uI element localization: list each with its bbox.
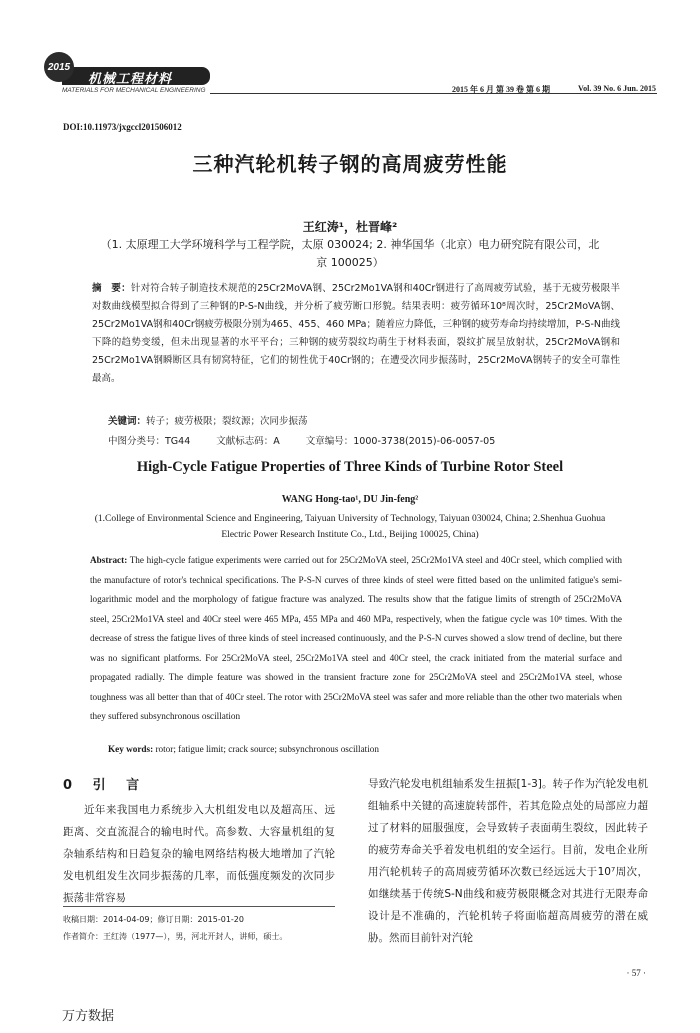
clc-number: 中图分类号：TG44 (108, 436, 191, 447)
abstract-en-text: The high-cycle fatigue experiments were carried out for 25Cr2MoVA steel, 25Cr2Mo1VA steel and 40Cr steel, which complied with the manufacture of rotor's technical specifications. The P-S-N curves of three kinds of steel were fitted based on the unlimited fatigue's semi-logarithmic model and the morphology of fatigue fracture was analyzed. The results show that the fatigue limits of strength of 25Cr2MoVA steel, 25Cr2Mo1VA steel and 40Cr steel were 465 MPa, 455 MPa and 460 MPa, respectively, when the fatigue cycle was 10⁸ times. With the decrease of stress the fatigue lives of three kinds of steel increased continuously, and the P-S-N curves showed a slow trend of decline, but there was no significant platforms. For 25Cr2MoVA steel, 25Cr2Mo1VA steel and 40Cr steel, the crack initiated from the material surface and propagated radially. The dimple feature was showed in the transient fracture zone for 25Cr2MoVA steel and 25Cr2Mo1VA steel, whose toughness was all better than that of 40Cr steel. The rotor with 25Cr2MoVA steel was safer and more reliable than the other two materials when they suffered subsynchronous oscillation (90, 555, 622, 721)
section-heading-introduction: 0 引 言 (63, 778, 148, 793)
page-number: · 57 · (626, 968, 646, 978)
authors-en: WANG Hong-tao¹, DU Jin-feng² (281, 494, 419, 505)
watermark: 万方数据 (62, 1009, 115, 1024)
journal-name-en: MATERIALS FOR MECHANICAL ENGINEERING (62, 87, 206, 94)
body-column-left: 近年来我国电力系统步入大机组发电以及超高压、远距离、交直流混合的输电时代。高参数、大容量机组的复杂轴系结构和日趋复杂的输电网络结构极大地增加了汽轮发电机组发生次同步振荡的几率，而低强度频发的次同步振荡非常容易 (63, 804, 335, 904)
body-column-right: 导致汽轮发电机组轴系发生扭振[1-3]。转子作为汽轮发电机组轴系中关键的高速旋转部件，若其危险点处的局部应力超过了材料的屈服强度，会导致转子表面萌生裂纹，因此转子的疲劳寿命关乎着发电机组的安全运行。目前，发电企业所用汽轮机转子的高周疲劳循环次数已经远远大于10⁷周次，如继续基于传统S-N曲线和疲劳极限概念对其进行无限寿命设计是不准确的，汽轮机转子将面临超高周疲劳的潜在威胁。然而目前针对汽轮 (368, 778, 648, 944)
issue-info (452, 84, 656, 95)
abstract-cn-label: 摘 要： (92, 283, 131, 294)
footnote-received-date: 收稿日期：2014-04-09；修订日期：2015-01-20 (63, 915, 244, 924)
journal-name-cn: 机械工程材料 (88, 72, 173, 87)
paper-title-en: High-Cycle Fatigue Properties of Three Kinds of Turbine Rotor Steel (136, 459, 564, 475)
abstract-cn (92, 280, 620, 388)
abstract-cn-text: 针对符合转子制造技术规范的25Cr2MoVA钢、25Cr2Mo1VA钢和40Cr钢进行了高周疲劳试验，基于无疲劳极限半对数曲线模型拟合得到了三种钢的P-S-N曲线，并分析了疲劳断口形貌。结果表明：疲劳循环10⁸周次时，25Cr2MoVA钢、25Cr2Mo1VA钢和40Cr钢疲劳极限分别为465、455、460 MPa；随着应力降低，三种钢的疲劳寿命均持续增加，P-S-N曲线下降的趋势变缓，但未出现显著的水平平台；三种钢的疲劳裂纹均萌生于材料表面，裂纹扩展呈放射状，25Cr2MoVA钢和25Cr2Mo1VA钢瞬断区具有韧窝特征，它们的韧性优于40Cr钢的；在遭受次同步振荡时，25Cr2MoVA钢转子的安全可靠性最高。 (92, 283, 620, 384)
classification-info (108, 433, 495, 447)
issue-info-en: Vol. 39 No. 6 Jun. 2015 (578, 84, 656, 93)
document-code: 文献标志码：A (216, 436, 280, 447)
keywords-cn-text: 转子；疲劳极限；裂纹源；次同步振荡 (146, 416, 308, 427)
issue-info-cn: 2015 年 6 月 第 39 卷 第 6 期 (452, 85, 551, 94)
abstract-en-label: Abstract: (90, 555, 128, 565)
doi: DOI:10.11973/jxgccl201506012 (63, 122, 182, 132)
journal-year-badge: 2015 (44, 52, 74, 82)
keywords-en (108, 744, 379, 754)
keywords-en-text: rotor; fatigue limit; crack source; subsynchronous oscillation (155, 744, 379, 754)
footnote-rule (63, 906, 335, 907)
article-number: 文章编号：1000-3738(2015)-06-0057-05 (305, 436, 496, 447)
footnote-author-bio: 作者简介：王红涛（1977—），男，河北开封人，讲师，硕士。 (63, 932, 288, 941)
affiliation-cn: （1. 太原理工大学环境科学与工程学院，太原 030024; 2. 神华国华（北京）电力研究院有限公司，北京 100025） (100, 238, 600, 269)
authors-cn: 王红涛¹，杜晋峰² (302, 220, 398, 234)
keywords-cn (108, 413, 308, 427)
paper-title-cn: 三种汽轮机转子钢的高周疲劳性能 (192, 152, 508, 176)
abstract-en (90, 551, 622, 727)
keywords-cn-label: 关键词： (108, 416, 147, 427)
affiliation-en: (1.College of Environmental Science and Engineering, Taiyuan University of Technology, Taiyuan 030024, China; 2.Shenhua Guohua Electric Power Research Institute Co., Ltd., Beijing 100025, China) (94, 514, 606, 540)
keywords-en-label: Key words: (108, 744, 154, 754)
